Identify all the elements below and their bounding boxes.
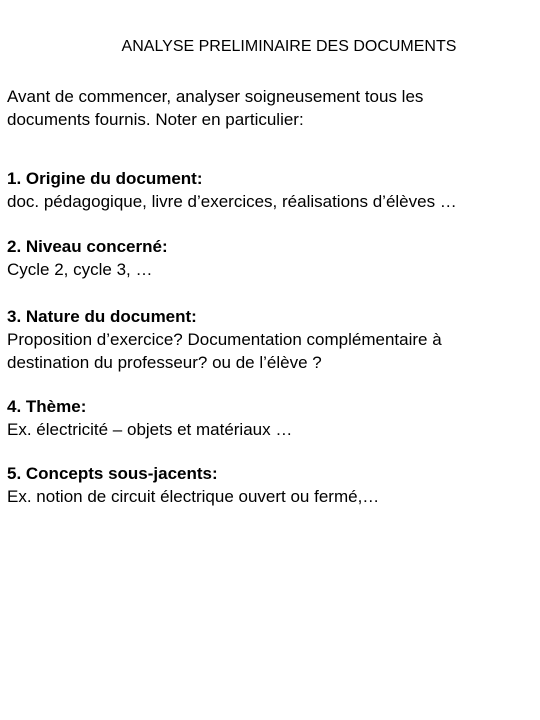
section-heading: 5. Concepts sous-jacents:: [7, 464, 218, 483]
section-nature: [7, 305, 537, 374]
section-heading: 4. Thème:: [7, 397, 87, 416]
section-text: doc. pédagogique, livre d’exercices, réalisations d’élèves …: [7, 192, 457, 211]
section-text: Cycle 2, cycle 3, …: [7, 260, 153, 279]
section-text: Ex. électricité – objets et matériaux …: [7, 420, 293, 439]
section-text: Proposition d’exercice? Documentation complémentaire à: [7, 330, 442, 349]
section-origine: [7, 167, 537, 213]
section-text: destination du professeur? ou de l’élève ?: [7, 353, 322, 372]
section-heading: 2. Niveau concerné:: [7, 237, 168, 256]
intro-paragraph: [7, 85, 537, 131]
section-niveau: [7, 235, 537, 281]
section-theme: [7, 395, 537, 441]
intro-line: documents fournis. Noter en particulier:: [7, 110, 304, 129]
intro-line: Avant de commencer, analyser soigneusement tous les: [7, 87, 424, 106]
page-title: ANALYSE PRELIMINAIRE DES DOCUMENTS: [121, 38, 457, 55]
section-concepts: [7, 462, 537, 508]
section-heading: 3. Nature du document:: [7, 307, 197, 326]
section-text: Ex. notion de circuit électrique ouvert ou fermé,…: [7, 487, 380, 506]
section-heading: 1. Origine du document:: [7, 169, 203, 188]
